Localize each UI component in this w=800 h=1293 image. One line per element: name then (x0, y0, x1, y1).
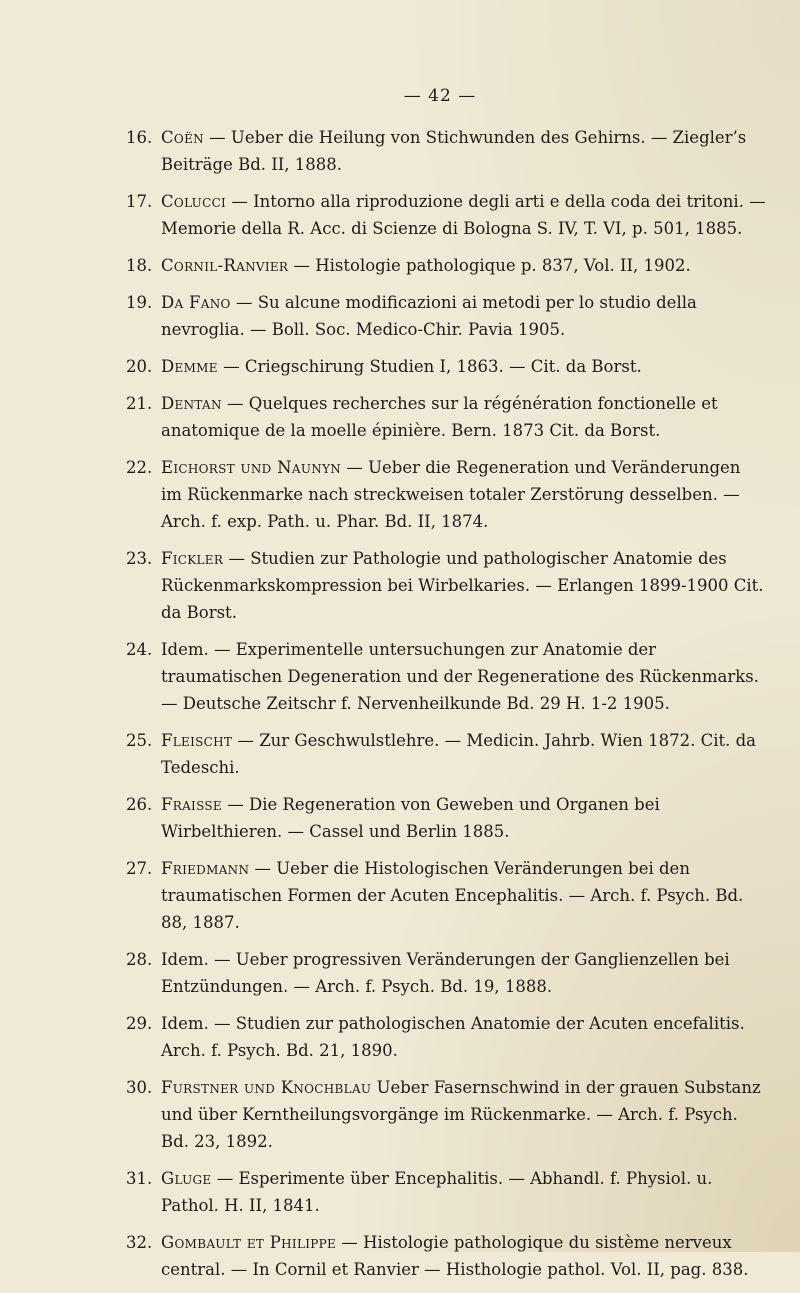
reference-number: 31. (126, 1169, 153, 1188)
reference-list (126, 124, 766, 1293)
reference-number: 29. (126, 1014, 153, 1033)
reference-item (126, 791, 766, 845)
reference-author: Friedmann (161, 859, 250, 878)
reference-author: Fickler (161, 549, 224, 568)
reference-number: 26. (126, 795, 153, 814)
reference-text: — Su alcune modificazioni ai metodi per lo studio della nevroglia. — Boll. Soc. Medico-Chir. Pavia 1905. (161, 293, 697, 339)
reference-text: Idem. — Studien zur pathologischen Anatomie der Acuten encefalitis. Arch. f. Psych. Bd. 21, 1890. (161, 1014, 745, 1060)
reference-number: 32. (126, 1233, 153, 1252)
page-number: — 42 — (403, 86, 477, 106)
reference-text: — Esperimente über Encephalitis. — Abhandl. f. Physiol. u. Pathol. H. II, 1841. (161, 1169, 713, 1215)
reference-item (126, 289, 766, 343)
reference-item (126, 252, 766, 279)
reference-author: Demme (161, 357, 218, 376)
reference-number: 23. (126, 549, 153, 568)
reference-text: Ueber Fasernschwind in der grauen Substanz und über Kerntheilungsvorgänge im Rückenmarke. — Arch. f. Psych. Bd. 23, 1892. (161, 1078, 761, 1151)
reference-text: Idem. — Ueber progressiven Veränderungen der Ganglienzellen bei Entzündungen. — Arch. f. Psych. Bd. 19, 1888. (161, 950, 730, 996)
reference-author: Furstner und Knochblau (161, 1078, 372, 1097)
reference-number: 25. (126, 731, 153, 750)
reference-number: 19. (126, 293, 153, 312)
reference-item (126, 1165, 766, 1219)
reference-item (126, 855, 766, 936)
reference-text: — Die Regeneration von Geweben und Organen bei Wirbelthieren. — Cassel und Berlin 1885. (161, 795, 660, 841)
reference-item (126, 727, 766, 781)
reference-author: Fraisse (161, 795, 222, 814)
reference-text: — Intorno alla riproduzione degli arti e della coda dei tritoni. — Memorie della R. Acc. di Scienze di Bologna S. IV, T. VI, p. 501, 1885. (161, 192, 766, 238)
reference-number: 27. (126, 859, 153, 878)
reference-text: Idem. — Experimentelle untersuchungen zur Anatomie der traumatischen Degeneration und der Regeneratione des Rückenmarks. — Deutsche Zeitschr f. Nervenheilkunde Bd. 29 H. 1-2 1905. (161, 640, 759, 713)
reference-number: 24. (126, 640, 153, 659)
reference-author: Fleischt (161, 731, 233, 750)
reference-number: 16. (126, 128, 153, 147)
reference-text: — Quelques recherches sur la régénération fonctionelle et anatomique de la moelle épinière. Bern. 1873 Cit. da Borst. (161, 394, 718, 440)
reference-author: Da Fano (161, 293, 231, 312)
reference-author: Eichorst und Naunyn (161, 458, 342, 477)
reference-item (126, 353, 766, 380)
reference-author: Colucci (161, 192, 227, 211)
reference-item (126, 1010, 766, 1064)
reference-item (126, 390, 766, 444)
reference-number: 18. (126, 256, 153, 275)
reference-item (126, 454, 766, 535)
reference-text: — Ueber die Regeneration und Veränderungen im Rückenmarke nach streckweisen totaler Zerstörung desselben. — Arch. f. exp. Path. u. Phar. Bd. II, 1874. (161, 458, 741, 531)
reference-item (126, 1074, 766, 1155)
reference-item (126, 188, 766, 242)
reference-item (126, 946, 766, 1000)
reference-number: 21. (126, 394, 153, 413)
reference-text: — Criegschirung Studien I, 1863. — Cit. da Borst. (217, 357, 642, 376)
reference-number: 20. (126, 357, 153, 376)
reference-item (126, 636, 766, 717)
reference-item (126, 1229, 766, 1283)
reference-number: 30. (126, 1078, 153, 1097)
reference-text: — Studien zur Pathologie und pathologischer Anatomie des Rückenmarkskompression bei Wirbelkaries. — Erlangen 1899-1900 Cit. da Borst. (161, 549, 764, 622)
reference-author: Cornil-Ranvier (161, 256, 289, 275)
reference-author: Gluge (161, 1169, 212, 1188)
reference-author: Gombault et Philippe (161, 1233, 337, 1252)
reference-number: 28. (126, 950, 153, 969)
reference-item (126, 124, 766, 178)
reference-item (126, 545, 766, 626)
reference-text: — Histologie pathologique du sistème nerveux central. — In Cornil et Ranvier — Histhologie pathol. Vol. II, pag. 838. (161, 1233, 749, 1279)
reference-author: Dentan (161, 394, 222, 413)
reference-author: Coën (161, 128, 204, 147)
reference-text: — Ueber die Histologischen Veränderungen bei den traumatischen Formen der Acuten Encephalitis. — Arch. f. Psych. Bd. 88, 1887. (161, 859, 744, 932)
reference-text: — Zur Geschwulstlehre. — Medicin. Jahrb. Wien 1872. Cit. da Tedeschi. (161, 731, 757, 777)
reference-number: 17. (126, 192, 153, 211)
reference-text: — Ueber die Heilung von Stichwunden des Gehirns. — Ziegler’s Beiträge Bd. II, 1888. (161, 128, 747, 174)
reference-text: — Histologie pathologique p. 837, Vol. II, 1902. (288, 256, 691, 275)
reference-number: 22. (126, 458, 153, 477)
